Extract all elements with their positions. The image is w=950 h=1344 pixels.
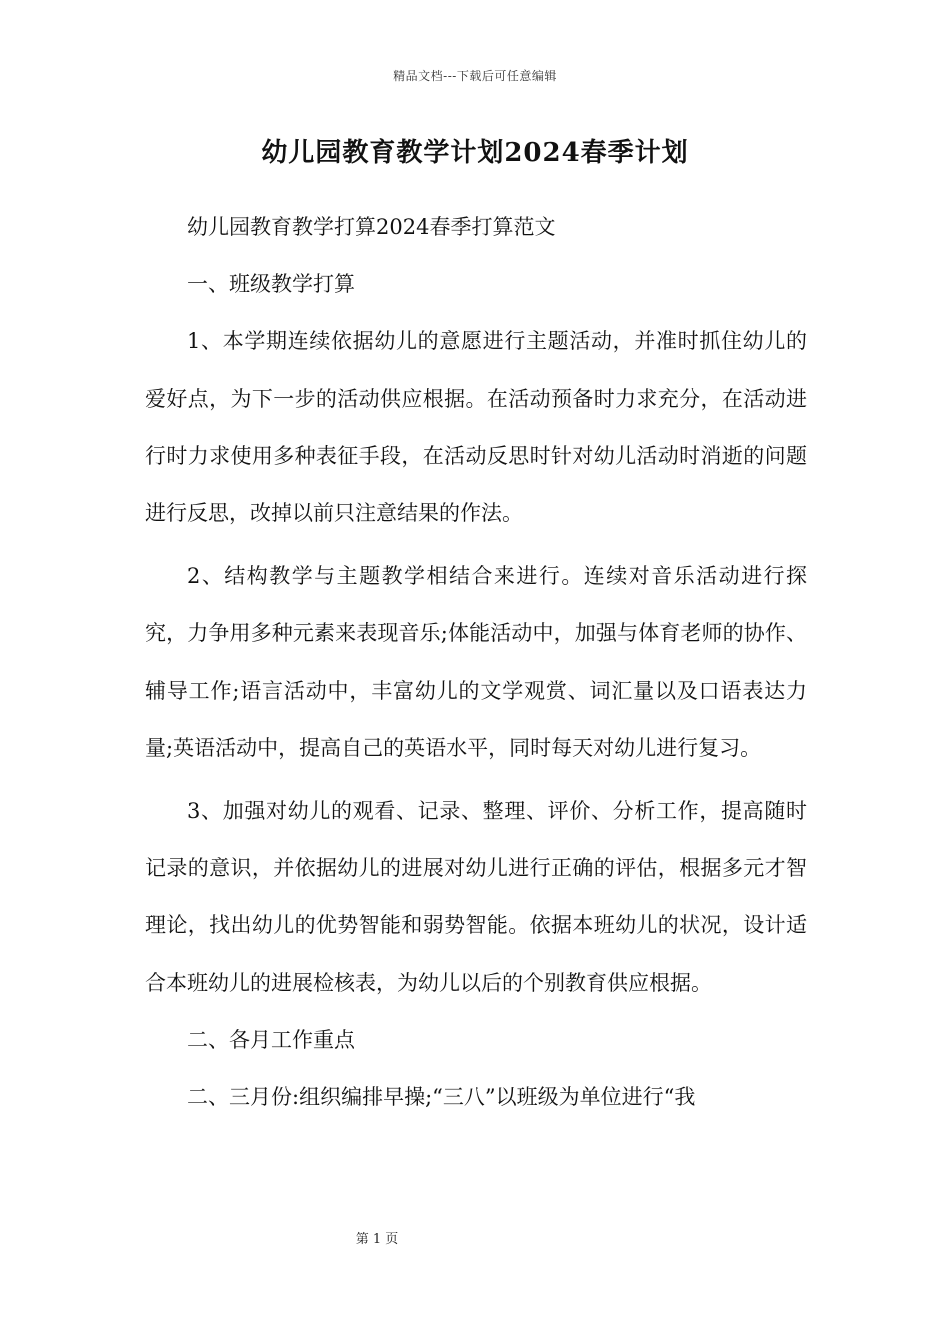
- paragraph-month-plan: 二、三月份:组织编排早操;“三八”以班级为单位进行“我: [187, 1085, 696, 1110]
- paragraph-subtitle: 幼儿园教育教学打算2024春季打算范文: [187, 215, 556, 239]
- document-title: 幼儿园教育教学计划2024春季计划: [261, 138, 689, 168]
- document-body: [145, 199, 807, 1126]
- paragraph-item-3: 3、加强对幼儿的观看、记录、整理、评价、分析工作，提高随时记录的意识，并依据幼儿的进展对幼儿进行正确的评估，根据多元才智理论，找出幼儿的优势智能和弱势智能。依据本班幼儿的状况，设计适合本班幼儿的进展检核表，为幼儿以后的个别教育供应根据。: [145, 799, 807, 995]
- paragraph-section-heading-2: 二、各月工作重点: [187, 1027, 355, 1052]
- paragraph-item-2: 2、结构教学与主题教学相结合来进行。连续对音乐活动进行探究，力争用多种元素来表现音乐;体能活动中，加强与体育老师的协作、辅导工作;语言活动中，丰富幼儿的文学观赏、词汇量以及口语表达力量;英语活动中，提高自己的英语水平，同时每天对幼儿进行复习。: [145, 564, 807, 760]
- paragraph-item-1: 1、本学期连续依据幼儿的意愿进行主题活动，并准时抓住幼儿的爱好点，为下一步的活动供应根据。在活动预备时力求充分，在活动进行时力求使用多种表征手段，在活动反思时针对幼儿活动时消逝的问题进行反思，改掉以前只注意结果的作法。: [145, 329, 807, 526]
- page-number: 第 1 页: [355, 1232, 399, 1247]
- paragraph-section-heading-1: 一、班级教学打算: [187, 272, 355, 297]
- header-note: 精品文档---下载后可任意编辑: [393, 69, 557, 83]
